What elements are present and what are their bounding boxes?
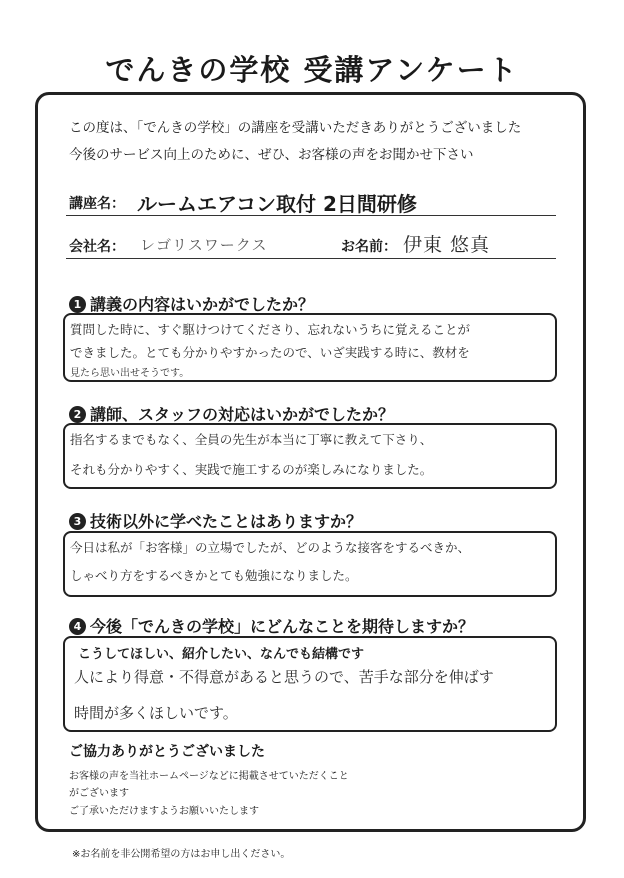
question-3-text: 技術以外に学べたことはありますか？ [90,512,363,531]
question-2-text: 講師、スタッフの対応はいかがでしたか？ [90,405,395,424]
question-3 [69,509,362,532]
question-4-text: 今後「でんきの学校」にどんなことを期待しますか？ [90,617,475,636]
question-2 [69,402,394,425]
answer-2-line-2: それも分かりやすく、実践で施工するのが楽しみになりました。 [70,462,433,477]
name-label: お名前： [341,239,397,255]
answer-1-line-3: 見たら思い出せそうです。 [70,368,190,379]
course-underline [66,215,556,216]
survey-title: でんきの学校 受講アンケート [105,53,519,87]
footnote: ※お名前を非公開希望の方はお申し出ください。 [72,849,291,860]
answer-2-line-1: 指名するまでもなく、全員の先生が本当に丁寧に教えて下さり、 [70,432,433,447]
answer-1-line-2: できました。とても分かりやすかったので、いざ実践する時に、教材を [70,345,470,360]
notice-line-1: お客様の声を当社ホームページなどに掲載させていただくこと [69,771,349,782]
notice-line-2: がございます [69,788,129,799]
question-1-text: 講義の内容はいかがでしたか？ [90,295,315,314]
answer-4-line-1: 人により得意・不得意があると思うので、苦手な部分を伸ばす [74,668,494,686]
thanks-message: ご協力ありがとうございました [69,744,265,760]
name-value[interactable]: 伊東 悠真 [403,234,491,256]
answer-4-line-2: 時間が多くほしいです。 [74,704,238,722]
answer-1-line-1: 質問した時に、すぐ駆けつけてくださり、忘れないうちに覚えることが [70,322,471,337]
course-value: ルームエアコン取付 2日間研修 [137,192,417,216]
answer-3-line-2: しゃべり方をするべきかとても勉強になりました。 [70,568,358,583]
company-value[interactable]: レゴリスワークス [140,236,268,254]
company-label: 会社名： [69,239,125,255]
question-1-number: 1 [69,296,86,313]
company-name-underline [66,258,556,259]
question-1 [69,292,314,315]
intro-line-1: この度は、「でんきの学校」の講座を受講いただきありがとうございました [69,120,522,136]
question-4-hint: こうしてほしい、紹介したい、なんでも結構です [78,647,365,662]
question-3-number: 3 [69,513,86,530]
question-4 [69,614,474,637]
intro-line-2: 今後のサービス向上のために、ぜひ、お客様の声をお聞かせ下さい [69,147,474,163]
answer-3-line-1: 今日は私が「お客様」の立場でしたが、どのような接客をするべきか、 [70,540,471,555]
notice-line-3: ご了承いただけますようお願いいたします [69,806,259,817]
course-label: 講座名： [69,196,125,212]
question-4-number: 4 [69,618,86,635]
question-2-number: 2 [69,406,86,423]
